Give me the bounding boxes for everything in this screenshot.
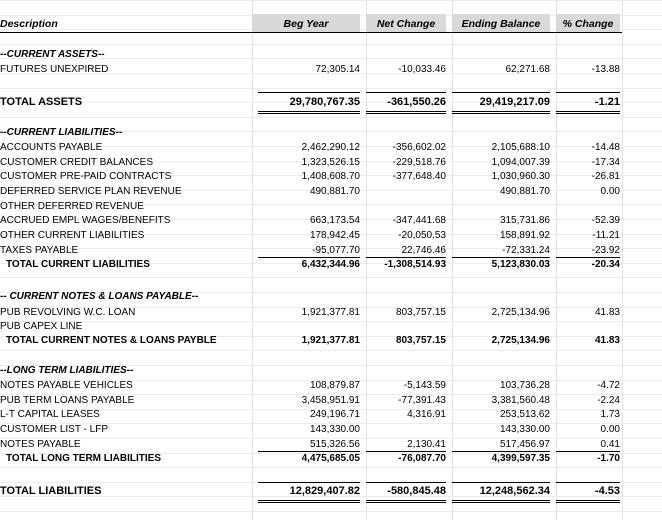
table-row [0,394,662,408]
table-row [0,229,662,243]
net-change-cell: -76,087.70 [398,453,446,464]
beg-year-cell: 178,942.45 [309,230,360,241]
header-beg-year: Beg Year [283,18,329,30]
table-row [0,63,662,77]
ending-balance-cell: -72,331.24 [502,245,550,256]
total-assets-row [0,95,662,109]
pct-change-cell: -1.21 [594,96,620,108]
description-cell: CUSTOMER CREDIT BALANCES [0,157,153,168]
beg-year-cell: 490,881.70 [309,186,360,197]
net-change-cell: -361,550.26 [387,96,446,108]
pct-change-cell: -1.70 [597,453,620,464]
ending-balance-cell: 103,736.28 [499,380,550,391]
table-row [0,244,662,258]
ending-balance-cell: 1,094,007.39 [491,157,550,168]
net-change-cell: 2,130.41 [407,439,446,450]
net-change-cell: 803,757.15 [395,307,446,318]
description-cell: FUTURES UNEXPIRED [0,64,109,75]
pct-change-cell: 41.83 [594,335,620,346]
grid-line [0,467,662,468]
table-row [0,170,662,184]
net-change-cell: -20,050.53 [398,230,446,241]
beg-year-cell: 1,323,526.15 [301,157,360,168]
beg-year-cell: 12,829,407.82 [289,485,360,497]
net-change-cell: -229,518.76 [392,157,446,168]
pct-change-cell: -4.72 [597,380,620,391]
grid-line [0,511,662,512]
total-underline [452,111,550,114]
net-change-cell: 803,757.15 [395,335,446,346]
ending-balance-cell: 2,725,134.96 [491,335,550,346]
total-underline [366,111,446,114]
description-cell: TOTAL ASSETS [0,96,83,108]
pct-change-cell: 0.00 [600,186,620,197]
description-cell: TOTAL CURRENT NOTES & LOANS PAYBLE [6,335,217,346]
description-cell: OTHER DEFERRED REVENUE [0,201,144,212]
ending-balance-cell: 62,271.68 [505,64,550,75]
grid-line [0,44,662,45]
pct-change-cell: -11.21 [592,230,620,241]
total-notes-loans-row [0,334,662,348]
section-title: --CURRENT LIABILITIES-- [0,127,123,138]
net-change-cell [366,320,446,334]
beg-year-cell: 4,475,685.05 [301,453,360,464]
total-underline [556,500,620,503]
ending-balance-cell: 517,456.97 [499,439,550,450]
total-long-term-row [0,452,662,466]
section-notes-loans [0,290,662,304]
ending-balance-cell: 3,381,560.48 [491,395,550,406]
ending-balance-cell: 12,248,562.34 [479,485,550,497]
ending-balance-cell [452,320,550,334]
table-row [0,200,662,214]
table-row [0,408,662,422]
description-cell: ACCRUED EMPL WAGES/BENEFITS [0,215,171,226]
description-cell: NOTES PAYABLE [0,439,81,450]
net-change-cell [366,200,446,214]
beg-year-cell [252,320,360,334]
total-underline [258,92,360,93]
net-change-cell: -77,391.43 [398,395,446,406]
net-change-cell [366,423,446,437]
net-change-cell: -347,441.68 [392,215,446,226]
ending-balance-cell: 29,419,217.09 [479,96,550,108]
table-row [0,379,662,393]
grid-line [0,117,662,118]
pct-change-cell: -52.39 [591,215,620,226]
table-row [0,141,662,155]
section-current-assets [0,48,662,62]
pct-change-cell: -14.48 [591,142,620,153]
ending-balance-cell: 2,725,134.96 [491,307,550,318]
section-title: -- CURRENT NOTES & LOANS PAYABLE-- [0,291,199,302]
pct-change-cell [556,200,620,214]
description-cell: ACCOUNTS PAYABLE [0,142,103,153]
table-row [0,320,662,334]
description-cell: OTHER CURRENT LIABILITIES [0,230,145,241]
header-pct-change: % Change [562,18,614,30]
header-net-change: Net Change [376,18,436,30]
total-underline [556,482,620,483]
total-underline [258,482,360,483]
total-underline [556,111,620,114]
beg-year-cell: 2,462,290.12 [301,142,360,153]
net-change-cell: -356,602.02 [392,142,446,153]
beg-year-cell: 663,173.54 [309,215,360,226]
net-change-cell: 22,746.46 [401,245,446,256]
grid-line [0,88,662,89]
pct-change-cell [556,320,620,334]
pct-change-cell: 0.41 [600,439,620,450]
grid-line [0,277,662,278]
ending-balance-cell [452,200,550,214]
beg-year-cell: -95,077.70 [312,245,360,256]
section-long-term-liabilities [0,364,662,378]
grid-line [0,0,662,1]
total-current-liabilities-row [0,258,662,272]
total-underline [452,92,550,93]
ending-balance-cell: 5,123,830.03 [491,259,550,270]
net-change-cell: -580,845.48 [387,485,446,497]
net-change-cell: -5,143.59 [403,380,446,391]
description-cell: NOTES PAYABLE VEHICLES [0,380,133,391]
net-change-cell: -1,308,514.93 [384,259,446,270]
beg-year-cell: 249,196.71 [309,409,360,420]
net-change-cell: 4,316.91 [407,409,446,420]
beg-year-cell: 1,921,377.81 [301,307,360,318]
table-row [0,214,662,228]
net-change-cell: -377,648.40 [392,171,446,182]
beg-year-cell: 1,921,377.81 [301,335,360,346]
pct-change-cell: -4.53 [594,485,620,497]
grid-line [0,350,662,351]
pct-change-cell: -2.24 [597,395,620,406]
header-ending-balance: Ending Balance [461,18,541,30]
description-cell: PUB REVOLVING W.C. LOAN [0,307,136,318]
pct-change-cell: 41.83 [594,307,620,318]
table-row [0,438,662,452]
pct-change-cell: -17.34 [591,157,620,168]
description-cell: TOTAL CURRENT LIABILITIES [6,259,150,270]
column-header-row [0,17,662,31]
pct-change-cell: -13.88 [591,64,620,75]
ending-balance-cell: 490,881.70 [499,186,550,197]
ending-balance-cell: 158,891.92 [499,230,550,241]
ending-balance-cell: 315,731.86 [499,215,550,226]
table-row [0,185,662,199]
total-underline [366,482,446,483]
description-cell: DEFERRED SERVICE PLAN REVENUE [0,186,182,197]
total-underline [258,500,360,503]
pct-change-cell: -23.92 [591,245,620,256]
total-underline [452,482,550,483]
header-description: Description [0,18,58,30]
beg-year-cell: 6,432,344.96 [301,259,360,270]
ending-balance-cell: 2,105,688.10 [491,142,550,153]
total-underline [556,92,620,93]
description-cell: L-T CAPITAL LEASES [0,409,100,420]
beg-year-cell [252,200,360,214]
beg-year-cell: 72,305.14 [315,64,360,75]
pct-change-cell: -26.81 [591,171,620,182]
ending-balance-cell: 143,330.00 [499,424,550,435]
total-underline [366,500,446,503]
total-underline [366,92,446,93]
pct-change-cell: 1.73 [600,409,620,420]
total-underline [452,500,550,503]
description-cell: PUB TERM LOANS PAYABLE [0,395,135,406]
table-row [0,156,662,170]
description-cell: TOTAL LONG TERM LIABILITIES [6,453,161,464]
section-title: --LONG TERM LIABILITIES-- [0,365,134,376]
beg-year-cell: 515,326.56 [309,439,360,450]
table-row [0,306,662,320]
description-cell: TAXES PAYABLE [0,245,79,256]
table-row [0,423,662,437]
description-cell: PUB CAPEX LINE [0,321,83,332]
section-title: --CURRENT ASSETS-- [0,49,105,60]
section-current-liabilities [0,126,662,140]
ending-balance-cell: 1,030,960.30 [491,171,550,182]
ending-balance-cell: 4,399,597.35 [491,453,550,464]
header-underline [0,32,622,33]
pct-change-cell: -20.34 [591,259,620,270]
description-cell: CUSTOMER LIST - LFP [0,424,108,435]
ending-balance-cell: 253,513.62 [499,409,550,420]
beg-year-cell: 108,879.87 [309,380,360,391]
beg-year-cell: 1,408,608.70 [301,171,360,182]
pct-change-cell: 0.00 [600,424,620,435]
description-cell: TOTAL LIABILITIES [0,485,102,497]
beg-year-cell: 29,780,767.35 [289,96,360,108]
total-underline [258,111,360,114]
beg-year-cell: 143,330.00 [309,424,360,435]
beg-year-cell: 3,458,951.91 [301,395,360,406]
description-cell: CUSTOMER PRE-PAID CONTRACTS [0,171,172,182]
net-change-cell [366,185,446,199]
total-liabilities-row [0,484,662,498]
net-change-cell: -10,033.46 [398,64,446,75]
